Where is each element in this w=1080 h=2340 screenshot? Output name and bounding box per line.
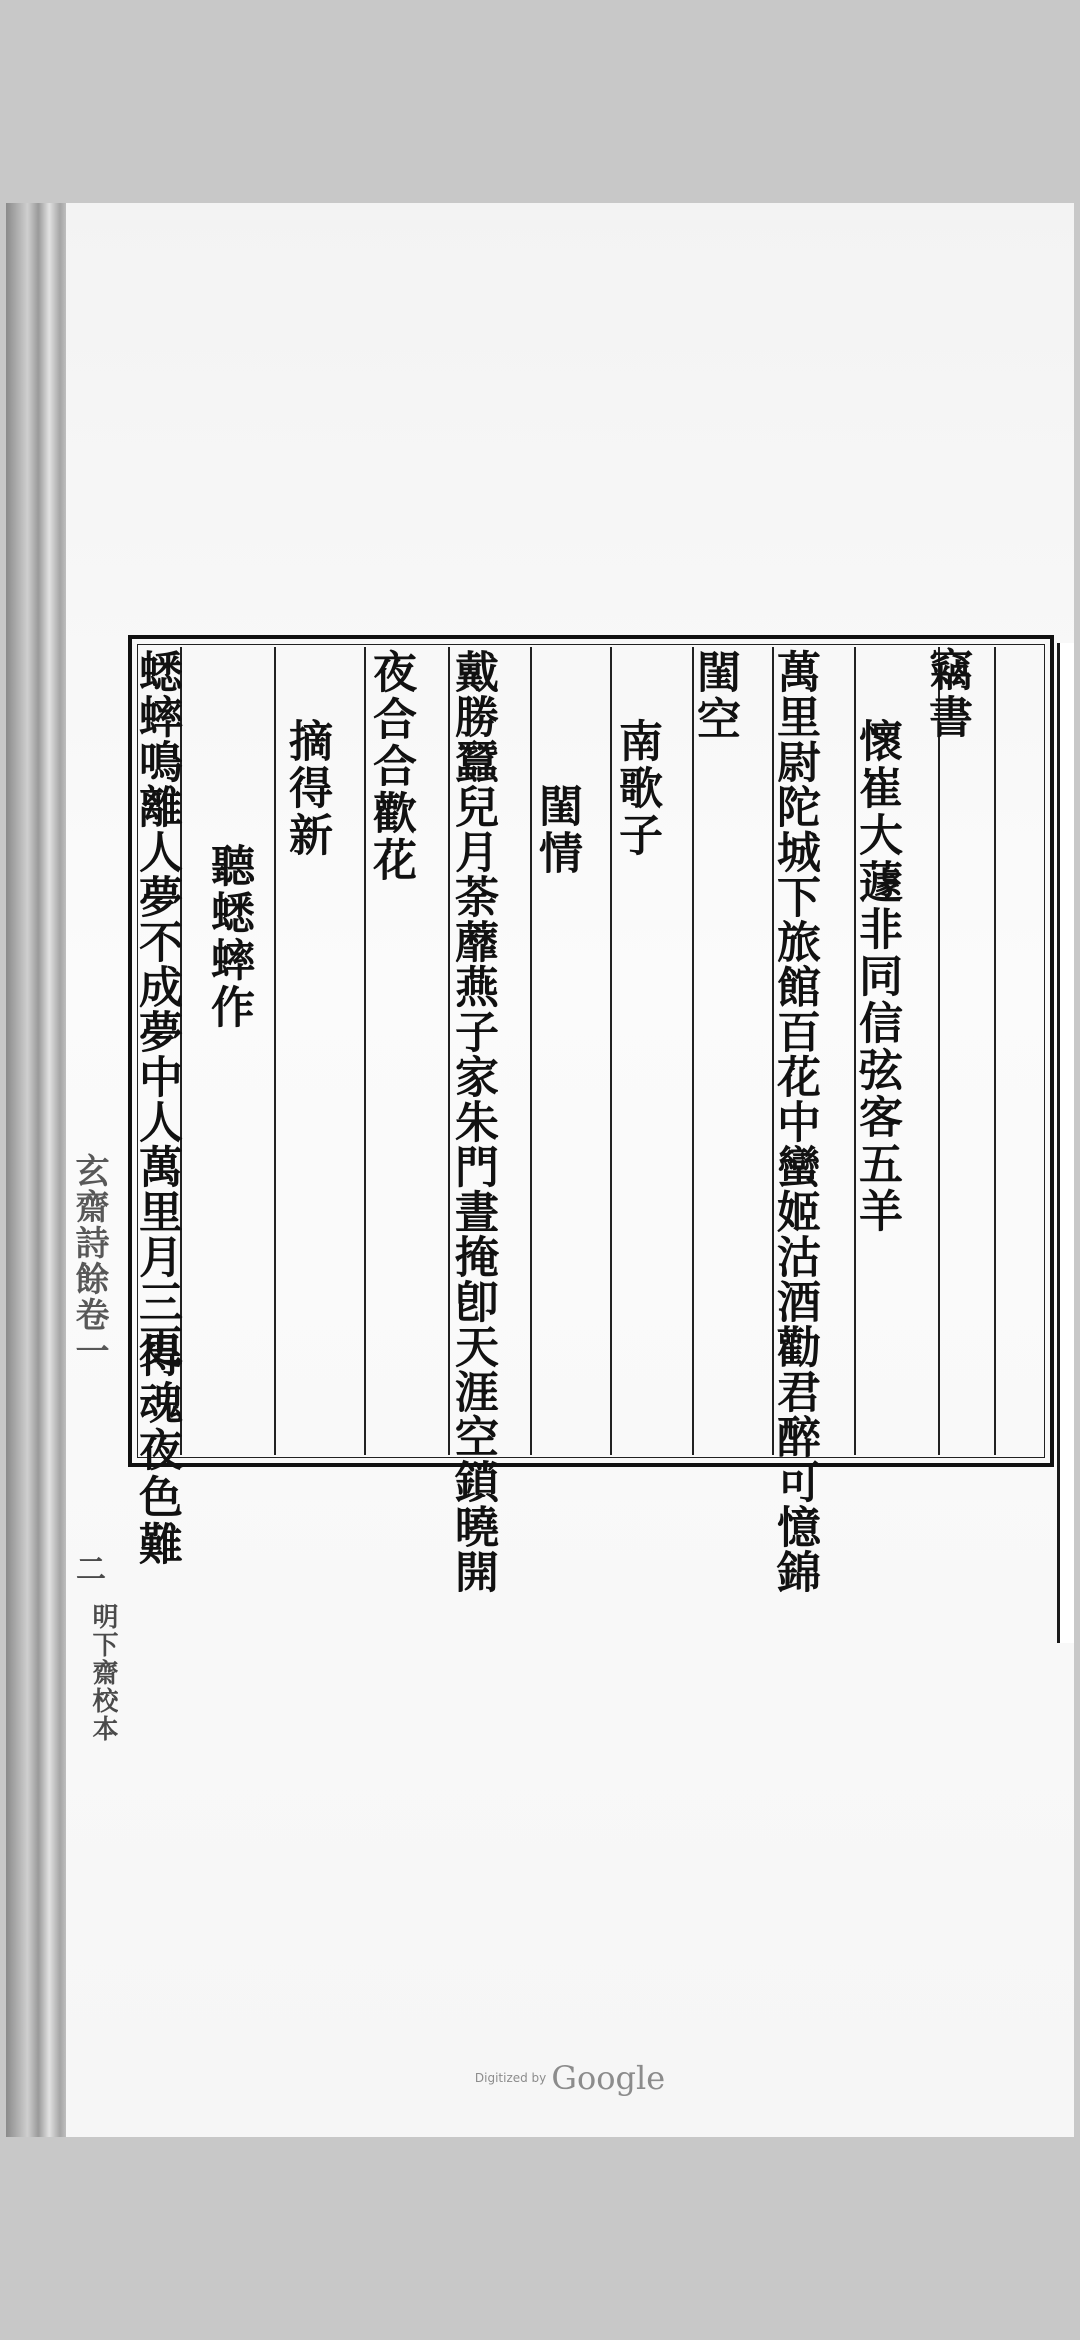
text-frame xyxy=(128,635,1054,1467)
text-column-1: 竊書 xyxy=(921,647,972,741)
scanned-photo xyxy=(6,203,1074,2137)
text-column-11-cont: 得魂夜色難 xyxy=(131,1333,182,1568)
text-column-2: 懷崔大蘧非同信弦客五羊 xyxy=(851,718,902,1235)
column-rule xyxy=(938,647,940,1455)
column-rule xyxy=(274,647,276,1455)
column-rule xyxy=(994,647,996,1455)
text-column-5: 南歌子 xyxy=(611,718,662,859)
book-page xyxy=(66,203,1074,2137)
text-column-4: 閨空 xyxy=(689,649,740,743)
watermark-prefix: Digitized by xyxy=(474,2071,547,2085)
text-column-6: 閨情 xyxy=(531,783,582,877)
column-rule xyxy=(692,647,694,1455)
text-column-7: 戴勝蠶兒月荼蘼燕子家朱門晝掩卽天涯空鎖曉開 xyxy=(447,649,498,1594)
google-logo: Google xyxy=(551,2059,666,2097)
folio-number: 二 xyxy=(70,1553,105,1585)
text-column-8: 夜合合歡花 xyxy=(365,649,416,884)
text-column-3: 萬里尉陀城下旅館百花中蠻姬沽酒勸君醉可憶錦 xyxy=(769,649,820,1594)
text-column-9: 摘得新 xyxy=(281,718,332,859)
column-rule xyxy=(530,647,532,1455)
digitized-watermark xyxy=(66,2059,1074,2097)
edition-note: 明下齋校本 xyxy=(88,1603,118,1743)
text-column-11: 蟋蟀鳴離人夢不成夢中人萬里月三更 xyxy=(131,649,182,1369)
facing-page-edge xyxy=(1057,643,1074,1643)
text-column-10: 聽蟋蟀作 xyxy=(203,843,254,1031)
book-title-margin: 玄齋詩餘卷一 xyxy=(69,1153,109,1369)
